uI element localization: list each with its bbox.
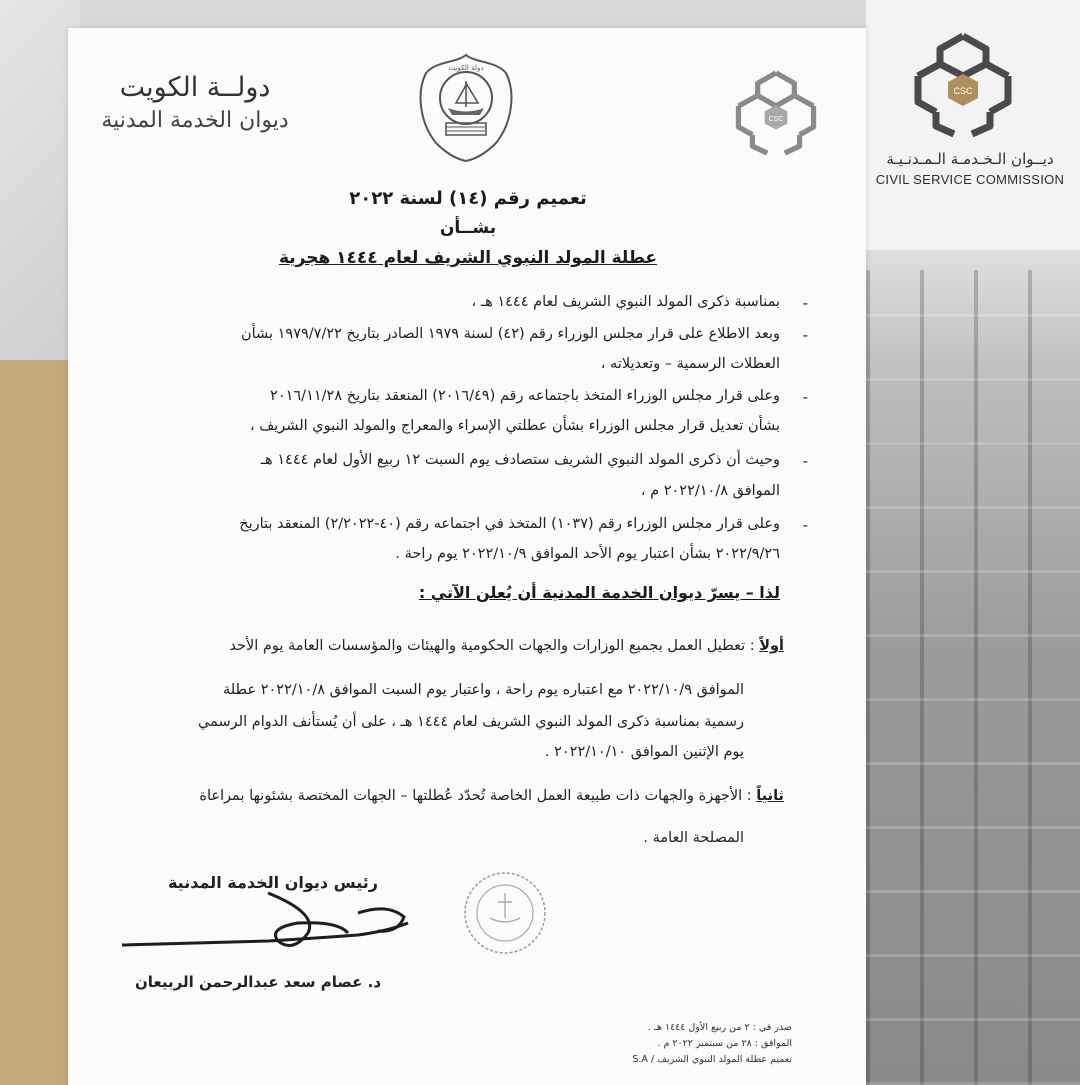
- preamble-line: بشأن تعديل قرار مجلس الوزراء بشأن عطلتي الإسراء والمعراج والمولد النبوي الشريف ،: [249, 418, 780, 434]
- bullet-dash: -: [802, 452, 808, 470]
- footer-issued-date: صدر في : ٢ من ربيع الأول ١٤٤٤ هـ .: [648, 1022, 792, 1033]
- outer-brand-name-ar: ديــوان الـخـدمـة الـمـدنـيـة: [886, 150, 1054, 168]
- csc-logo-text: CSC: [953, 86, 973, 96]
- letterhead-csc-logo-icon: [728, 68, 824, 158]
- item-second-line: [199, 788, 784, 804]
- item-first-line: الموافق ٢٠٢٢/١٠/٩ مع اعتباره يوم راحة ، واعتبار يوم السبت الموافق ٢٠٢٢/١٠/٨ عطلة: [222, 682, 744, 698]
- preamble-line: بمناسبة ذكرى المولد النبوي الشريف لعام ١٤٤٤ هـ ،: [471, 294, 780, 310]
- official-seal-icon: [460, 868, 550, 958]
- declaration-heading: لذا – يسرّ ديوان الخدمة المدنية أن يُعلن الآتي :: [418, 583, 780, 602]
- preamble-line: العطلات الرسمية – وتعديلاته ،: [600, 356, 780, 372]
- footer-reference: تعميم عطلة المولد النبوي الشريف / S.A: [632, 1054, 792, 1065]
- footer-corresponding-date: الموافق : ٢٨ من سبتمبر ٢٠٢٢ م .: [657, 1038, 792, 1049]
- preamble-line: وبعد الاطلاع على قرار مجلس الوزراء رقم (٤٢) لسنة ١٩٧٩ الصادر بتاريخ ١٩٧٩/٧/٢٢ بشأن: [240, 326, 780, 342]
- kuwait-emblem-icon: [416, 53, 516, 163]
- circular-subject: عطلة المولد النبوي الشريف لعام ١٤٤٤ هجرية: [278, 248, 658, 268]
- preamble-line: وحيث أن ذكرى المولد النبوي الشريف ستصادف يوم السبت ١٢ ربيع الأول لعام ١٤٤٤ هـ: [260, 452, 780, 468]
- item-first-line: [229, 638, 784, 654]
- preamble-line: وعلى قرار مجلس الوزراء المتخذ باجتماعه رقم (٢٠١٦/٤٩) المنعقد بتاريخ ٢٠١٦/١١/٢٨: [270, 388, 780, 404]
- circular-regarding: بشــأن: [439, 218, 497, 238]
- signatory-name: د. عصام سعد عبدالرحمن الربيعان: [134, 973, 382, 991]
- signatory-title: رئيس ديوان الخدمة المدنية: [167, 873, 379, 892]
- csc-logo-icon: [908, 30, 1018, 140]
- letterhead-csc-logo-text: CSC: [768, 115, 784, 123]
- outer-brand-name-en: CIVIL SERVICE COMMISSION: [875, 172, 1065, 187]
- preamble-line: الموافق ٢٠٢٢/١٠/٨ م ،: [640, 483, 780, 499]
- preamble-line: وعلى قرار مجلس الوزراء رقم (١٠٣٧) المتخذ في اجتماعه رقم (٤٠-٢/٢٠٢٢) المنعقد بتاريخ: [239, 516, 780, 532]
- preamble-line: ٢٠٢٢/٩/٢٦ بشأن اعتبار يوم الأحد الموافق ٢٠٢٢/١٠/٩ يوم راحة .: [395, 546, 780, 562]
- item-second-head: ثانياً: [756, 788, 784, 804]
- item-first-line: رسمية بمناسبة ذكرى المولد النبوي الشريف لعام ١٤٤٤ هـ ، على أن يُستأنف الدوام الرسمي: [198, 714, 744, 730]
- circular-number: تعميم رقم (١٤) لسنة ٢٠٢٢: [349, 188, 587, 209]
- item-first-head: أولاً: [759, 638, 784, 654]
- emblem-caption: دولة الكويت: [448, 64, 484, 72]
- letterhead-state-name: دولــة الكويت: [119, 72, 271, 103]
- bullet-dash: -: [802, 388, 808, 406]
- letterhead-department-name: ديوان الخدمة المدنية: [101, 108, 289, 133]
- bullet-dash: -: [802, 326, 808, 344]
- bullet-dash: -: [802, 294, 808, 312]
- handwritten-signature-icon: [118, 883, 418, 973]
- circular-document: [68, 28, 866, 1085]
- item-second-text: : الأجهزة والجهات ذات طبيعة العمل الخاصة تُحدّد عُطلتها – الجهات المختصة بشئونها بمراعاة: [199, 788, 752, 804]
- item-first-text: : تعطيل العمل بجميع الوزارات والجهات الحكومية والهيئات والمؤسسات العامة يوم الأحد: [229, 638, 755, 654]
- item-second-line: المصلحة العامة .: [643, 830, 744, 846]
- item-first-line: يوم الإثنين الموافق ٢٠٢٢/١٠/١٠ .: [544, 744, 744, 760]
- bullet-dash: -: [802, 516, 808, 534]
